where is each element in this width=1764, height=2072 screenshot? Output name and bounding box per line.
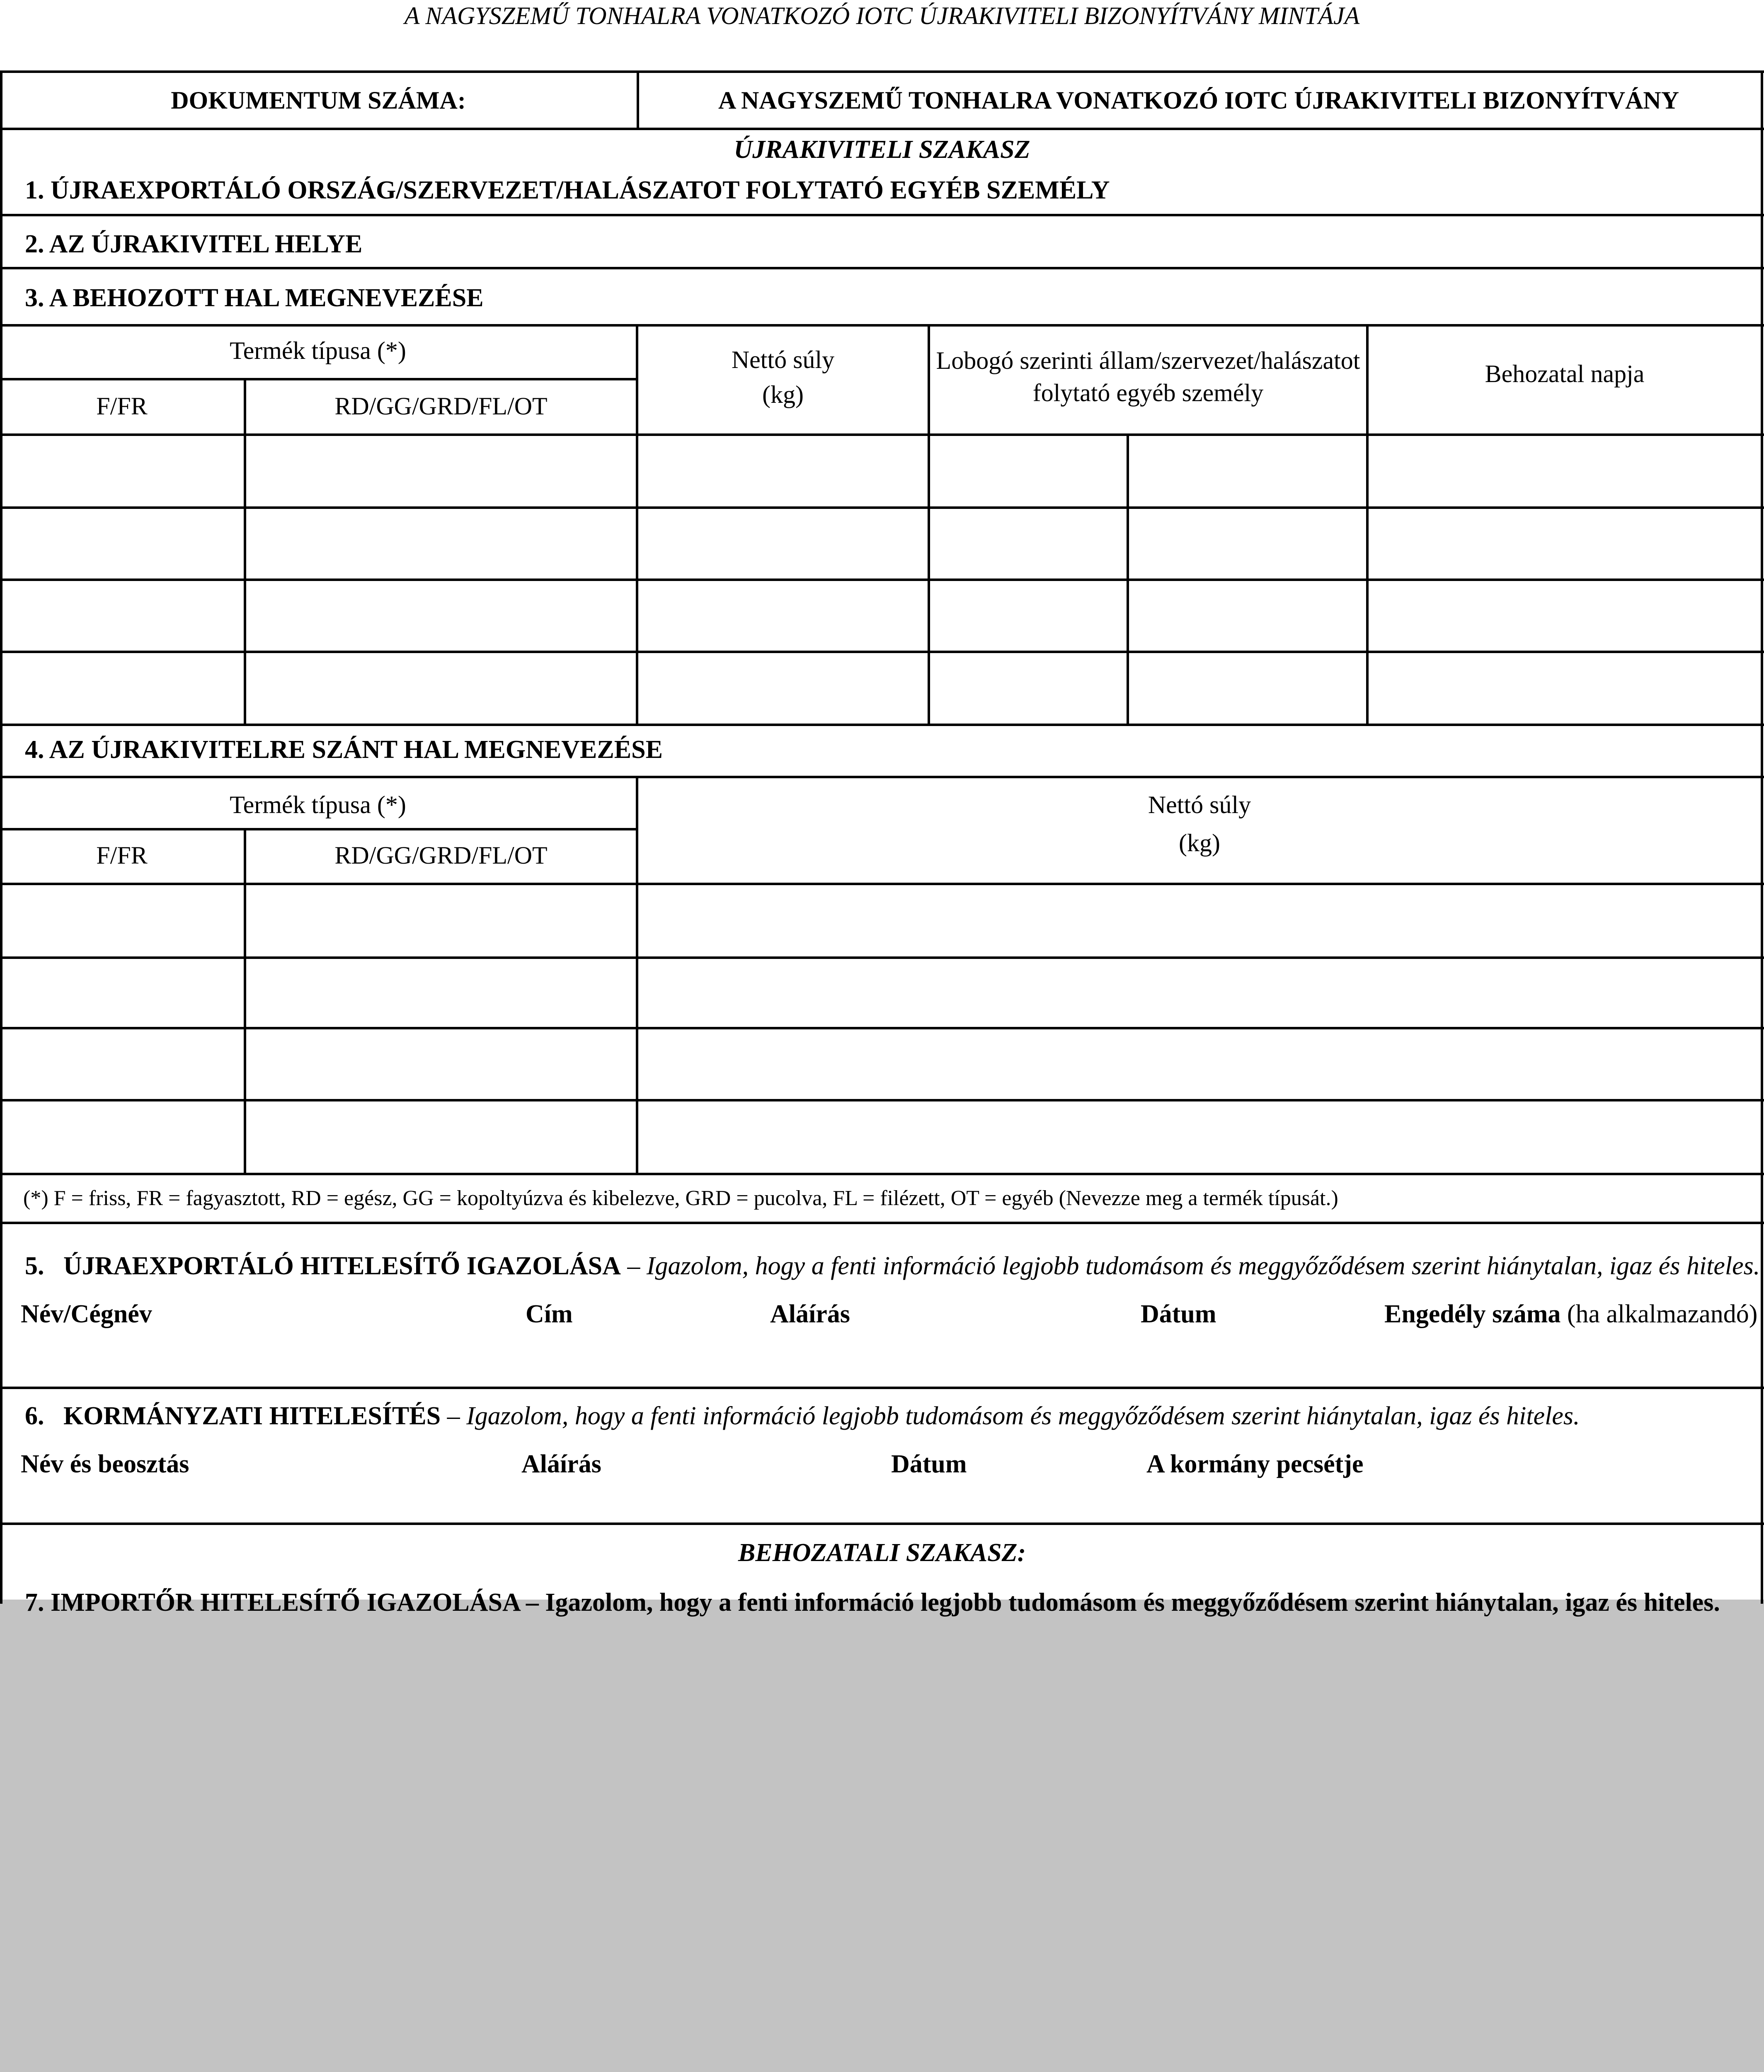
t4-vline-ffr [244,828,246,1173]
certificate-title: A NAGYSZEMŰ TONHALRA VONATKOZÓ IOTC ÚJRAKIVITELI BIZONYÍTVÁNY [718,87,1679,114]
reexport-section-title: ÚJRAKIVITELI SZAKASZ [734,136,1030,164]
item-6-text: Igazolom, hogy a fenti információ legjobb tudomásom és meggyőződésem szerint hiánytalan, igaz és hiteles. [466,1402,1580,1430]
t3-net-weight-unit: (kg) [762,381,804,408]
table-border-left [0,70,2,1604]
hline [0,324,1764,327]
item-5-dash: – [620,1252,647,1280]
t3-subheader-line [0,378,638,380]
t3-flag-state: Lobogó szerinti állam/szervezet/halászatot [936,347,1360,374]
item-4-label: 4. AZ ÚJRAKIVITELRE SZÁNT HAL MEGNEVEZÉSE [25,736,663,764]
item-6-declaration [25,1403,1580,1429]
hline [0,267,1764,269]
table-border-top [0,70,1764,73]
item-6-stamp-label: A kormány pecsétje [1146,1450,1364,1478]
hline [0,883,1764,885]
t3-col-rd: RD/GG/GRD/FL/OT [334,392,548,420]
t4-net-weight: Nettó súly [1148,791,1251,818]
hline [0,1173,1764,1175]
hline [0,776,1764,778]
t4-col-ffr: F/FR [96,842,148,869]
hline [0,1387,1764,1389]
item-5-address-label: Cím [526,1300,573,1328]
document-title: A NAGYSZEMŰ TONHALRA VONATKOZÓ IOTC ÚJRAKIVITELI BIZONYÍTVÁNY MINTÁJA [404,2,1360,29]
footnote: (*) F = friss, FR = fagyasztott, RD = egész, GG = kopoltyúzva és kibelezve, GRD = pucolva, FL = filézett, OT = egyéb (Nevezze meg a termék típusát.) [23,1186,1338,1210]
item-5-declaration [25,1253,1760,1279]
hline [0,1099,1764,1101]
item-6-name-label: Név és beosztás [21,1450,189,1478]
t3-col-ffr: F/FR [96,392,148,420]
table-border-right [1761,70,1763,1604]
item-5-date-label: Dátum [1141,1300,1216,1328]
hline [0,1027,1764,1029]
item-3-label: 3. A BEHOZOTT HAL MEGNEVEZÉSE [25,284,484,312]
hline [0,214,1764,216]
hline [0,1222,1764,1224]
item-6-date-label: Dátum [891,1450,967,1478]
hline [0,651,1764,653]
item-7-label-partial: 7. IMPORTŐR HITELESÍTŐ IGAZOLÁSA – Igazolom, hogy a fenti információ legjobb tudomásom és meggyőződésem szerint hiánytalan, igaz és hiteles. [25,1588,1720,1617]
doc-number-label: DOKUMENTUM SZÁMA: [171,87,466,114]
item-5-name-label: Név/Cégnév [21,1300,152,1328]
item-6-dash: – [441,1402,467,1430]
hline [0,128,1764,130]
item-5-signature-label: Aláírás [770,1300,850,1328]
item-2-label: 2. AZ ÚJRAKIVITEL HELYE [25,230,363,258]
item-6-title: KORMÁNYZATI HITELESÍTÉS [63,1402,441,1430]
item-1-label: 1. ÚJRAEXPORTÁLÓ ORSZÁG/SZERVEZET/HALÁSZATOT FOLYTATÓ EGYÉB SZEMÉLY [25,176,1110,204]
hline [0,506,1764,509]
item-5-license-note: (ha alkalmazandó) [1560,1300,1758,1328]
t4-product-type: Termék típusa (*) [230,791,406,818]
hline [0,724,1764,726]
t3-import-date: Behozatal napja [1485,360,1645,387]
hline [0,433,1764,436]
item-6-number: 6. [25,1402,44,1430]
t3-vline-ffr [244,378,246,725]
item-5-number: 5. [25,1252,44,1280]
t4-subheader-line [0,828,638,830]
t4-col-rd: RD/GG/GRD/FL/OT [334,842,548,869]
t3-flag-state-2: folytató egyéb személy [1032,379,1264,407]
item-5-title: ÚJRAEXPORTÁLÓ HITELESÍTŐ IGAZOLÁSA [63,1252,621,1280]
hline [0,579,1764,581]
item-6-signature-label: Aláírás [521,1450,601,1478]
import-section-title: BEHOZATALI SZAKASZ: [738,1539,1026,1567]
item-5-license-label [1384,1301,1757,1327]
item-5-text: Igazolom, hogy a fenti információ legjobb tudomásom és meggyőződésem szerint hiánytalan, igaz és hiteles. [646,1252,1760,1280]
t4-net-weight-unit: (kg) [1179,829,1220,857]
t3-product-type: Termék típusa (*) [230,337,406,364]
item-5-license: Engedély száma [1384,1300,1561,1328]
hline [0,956,1764,959]
t3-net-weight: Nettó súly [731,346,835,373]
hline [0,1523,1764,1525]
